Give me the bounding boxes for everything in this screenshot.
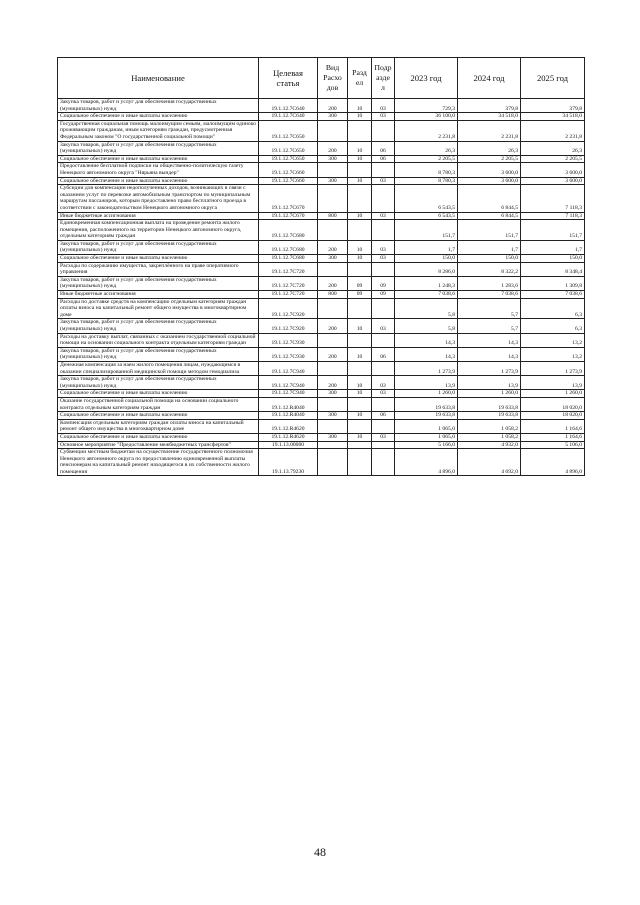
cell-2025: 3 600,0: [521, 177, 585, 185]
table-row: [58, 347, 585, 361]
cell-name: Расходы по содержанию имущества, закреплённого на праве оперативного управления: [58, 262, 259, 276]
cell-name: Закупка товаров, работ и услуг для обеспечения государственных (муниципальных) нужд: [58, 347, 259, 361]
table-row: [58, 212, 585, 220]
cell-2025: 151,7: [521, 220, 585, 241]
cell-name: Социальное обеспечение и иные выплаты населению: [58, 412, 259, 420]
cell-2024: 151,7: [458, 220, 521, 241]
cell-2025: 34 518,0: [521, 113, 585, 121]
cell-2025: 1 309,8: [521, 276, 585, 290]
cell-expense-type: 300: [318, 177, 348, 185]
budget-table-page: [57, 57, 584, 476]
cell-name: Социальное обеспечение и иные выплаты населению: [58, 433, 259, 441]
cell-2023: 8 780,3: [395, 177, 458, 185]
cell-subsection: 03: [372, 390, 395, 398]
table-row: [58, 262, 585, 276]
table-row: [58, 255, 585, 263]
cell-target-article: 19.1.12.7C660: [259, 177, 318, 185]
cell-subsection: 03: [372, 433, 395, 441]
cell-2024: 3 600,0: [458, 163, 521, 177]
cell-2025: 2 205,5: [521, 155, 585, 163]
cell-section: 10: [348, 113, 372, 121]
table-header-row: [58, 58, 585, 99]
cell-2024: 14,3: [458, 333, 521, 347]
cell-expense-type: 200: [318, 319, 348, 333]
header-expense-type: Вид Расхо дов: [318, 58, 348, 99]
cell-name: Предоставление бесплатной подписки на общественно-политическую газету Ненецкого автономного округа "Нярьяна вындер": [58, 163, 259, 177]
cell-2023: 1 065,0: [395, 419, 458, 433]
cell-2025: 150,0: [521, 255, 585, 263]
cell-2024: 3 600,0: [458, 177, 521, 185]
cell-2023: 1,7: [395, 240, 458, 254]
cell-target-article: 19.1.12.R4040: [259, 412, 318, 420]
cell-2023: 1 065,0: [395, 433, 458, 441]
cell-2023: 8 286,0: [395, 262, 458, 276]
table-row: [58, 298, 585, 319]
cell-target-article: 19.1.12.7C650: [259, 120, 318, 141]
cell-subsection: 03: [372, 177, 395, 185]
table-row: [58, 240, 585, 254]
cell-2023: 26,3: [395, 141, 458, 155]
cell-expense-type: [318, 298, 348, 319]
table-row: [58, 185, 585, 212]
header-target-article: Целевая статья: [259, 58, 318, 99]
cell-expense-type: 200: [318, 347, 348, 361]
cell-2024: 13,9: [458, 376, 521, 390]
cell-subsection: 06: [372, 141, 395, 155]
cell-expense-type: [318, 361, 348, 375]
cell-name: Субвенции местным бюджетам на осуществление государственного полномочия Ненецкого автономного округа по предоставлению единовременной выплаты пенсионерам на капитальный ремонт находящегося в их собственности жилого помещения: [58, 449, 259, 476]
cell-target-article: 19.1.12.7C680: [259, 240, 318, 254]
cell-section: [348, 185, 372, 212]
cell-section: 10: [348, 347, 372, 361]
header-2024: 2024 год: [458, 58, 521, 99]
cell-name: Расходы на доставку выплат, связанных с оказанием государственной социальной помощи на основании социального контракта отдельным категориям граждан: [58, 333, 259, 347]
cell-2024: 4 692,0: [458, 449, 521, 476]
cell-expense-type: 300: [318, 412, 348, 420]
cell-2024: 8 322,2: [458, 262, 521, 276]
cell-2023: 19 633,8: [395, 412, 458, 420]
table-row: [58, 376, 585, 390]
cell-2024: 1 283,6: [458, 276, 521, 290]
cell-2025: 1 164,6: [521, 419, 585, 433]
cell-target-article: 19.1.12.7C720: [259, 262, 318, 276]
cell-expense-type: [318, 163, 348, 177]
cell-2023: 19 633,8: [395, 397, 458, 411]
cell-section: 10: [348, 177, 372, 185]
cell-expense-type: [318, 441, 348, 449]
cell-target-article: 19.1.12.R4620: [259, 419, 318, 433]
cell-name: Социальное обеспечение и иные выплаты населению: [58, 113, 259, 121]
cell-2024: 7 038,6: [458, 291, 521, 299]
cell-2025: 13,2: [521, 347, 585, 361]
cell-expense-type: [318, 333, 348, 347]
table-row: [58, 155, 585, 163]
cell-subsection: [372, 185, 395, 212]
cell-section: [348, 441, 372, 449]
cell-section: [348, 333, 372, 347]
cell-2023: 8 780,3: [395, 163, 458, 177]
cell-subsection: 03: [372, 376, 395, 390]
cell-target-article: 19.1.12.7C720: [259, 276, 318, 290]
cell-2023: 7 038,6: [395, 291, 458, 299]
cell-section: 10: [348, 240, 372, 254]
cell-section: 10: [348, 155, 372, 163]
table-row: [58, 276, 585, 290]
cell-2024: 150,0: [458, 255, 521, 263]
cell-2025: 2 231,8: [521, 120, 585, 141]
cell-name: Закупка товаров, работ и услуг для обеспечения государственных (муниципальных) нужд: [58, 376, 259, 390]
cell-target-article: 19.1.12.7C650: [259, 141, 318, 155]
cell-expense-type: [318, 397, 348, 411]
table-row: [58, 441, 585, 449]
cell-name: Государственная социальная помощь малоимущим семьям, малоимущим одиноко проживающим гражданам, иным категориям граждан, предусмотренная Федеральным законом "О государственной социальной помощи": [58, 120, 259, 141]
cell-section: [348, 220, 372, 241]
cell-2024: 2 205,5: [458, 155, 521, 163]
cell-expense-type: 800: [318, 212, 348, 220]
cell-subsection: [372, 419, 395, 433]
cell-name: Закупка товаров, работ и услуг для обеспечения государственных (муниципальных) нужд: [58, 319, 259, 333]
cell-subsection: [372, 449, 395, 476]
cell-2023: 4 896,0: [395, 449, 458, 476]
cell-2023: 6 543,5: [395, 185, 458, 212]
table-row: [58, 390, 585, 398]
header-name: Наименование: [58, 58, 259, 99]
table-row: [58, 397, 585, 411]
cell-2025: 6,3: [521, 319, 585, 333]
cell-2023: 2 205,5: [395, 155, 458, 163]
cell-2025: 1 164,6: [521, 433, 585, 441]
cell-name: Основное мероприятие "Предоставление межбюджетных трансфертов": [58, 441, 259, 449]
cell-target-article: 19.1.12.7C660: [259, 163, 318, 177]
cell-2024: 2 231,8: [458, 120, 521, 141]
cell-name: Социальное обеспечение и иные выплаты населению: [58, 177, 259, 185]
cell-target-article: 19.1.12.7C670: [259, 185, 318, 212]
cell-section: [348, 361, 372, 375]
cell-2024: 1,7: [458, 240, 521, 254]
cell-target-article: 19.1.12.7C940: [259, 390, 318, 398]
cell-target-article: 19.1.12.7C640: [259, 99, 318, 113]
cell-subsection: [372, 361, 395, 375]
cell-target-article: 19.1.12.7C940: [259, 361, 318, 375]
cell-subsection: [372, 333, 395, 347]
cell-section: [348, 262, 372, 276]
cell-expense-type: 800: [318, 291, 348, 299]
table-row: [58, 113, 585, 121]
table-row: [58, 99, 585, 113]
cell-target-article: 19.1.12.7C940: [259, 376, 318, 390]
cell-section: [348, 419, 372, 433]
header-2025: 2025 год: [521, 58, 585, 99]
cell-expense-type: 200: [318, 99, 348, 113]
cell-name: Социальное обеспечение и иные выплаты населению: [58, 255, 259, 263]
cell-target-article: 19.1.12.7C920: [259, 319, 318, 333]
cell-2023: 14,3: [395, 347, 458, 361]
cell-target-article: 19.1.12.7C930: [259, 333, 318, 347]
cell-target-article: 19.1.12.7C720: [259, 291, 318, 299]
cell-2025: 13,2: [521, 333, 585, 347]
cell-target-article: 19.1.12.7C920: [259, 298, 318, 319]
cell-2025: 6,3: [521, 298, 585, 319]
table-row: [58, 319, 585, 333]
cell-target-article: 19.1.12.R4620: [259, 433, 318, 441]
cell-2025: 1 260,0: [521, 390, 585, 398]
cell-2025: 26,3: [521, 141, 585, 155]
table-row: [58, 361, 585, 375]
budget-table: [57, 57, 585, 476]
cell-2025: 8 348,4: [521, 262, 585, 276]
cell-subsection: [372, 397, 395, 411]
cell-name: Расходы по доставке средств на компенсацию отдельным категориям граждан оплаты взноса на капитальный ремонт общего имущества в многоквартирном доме: [58, 298, 259, 319]
cell-target-article: 19.1.12.7C650: [259, 155, 318, 163]
cell-name: Субсидии для компенсации недополученных доходов, возникающих в связи с оказанием услуг по перевозке автомобильным транспортом по муниципальным маршрутам пассажиров, которым предоставлено право бесплатного проезда в соответствии с законодательством Ненецкого автономного округа: [58, 185, 259, 212]
cell-2023: 5,8: [395, 319, 458, 333]
cell-expense-type: 300: [318, 113, 348, 121]
cell-expense-type: [318, 220, 348, 241]
cell-2023: 36 100,0: [395, 113, 458, 121]
cell-expense-type: [318, 449, 348, 476]
cell-expense-type: 200: [318, 276, 348, 290]
cell-2024: 6 844,5: [458, 212, 521, 220]
table-row: [58, 220, 585, 241]
cell-2023: 5,8: [395, 298, 458, 319]
cell-target-article: 19.1.13.00000: [259, 441, 318, 449]
cell-2025: 13,9: [521, 376, 585, 390]
cell-subsection: 06: [372, 347, 395, 361]
cell-name: Социальное обеспечение и иные выплаты населению: [58, 155, 259, 163]
cell-target-article: 19.1.12.7C680: [259, 255, 318, 263]
cell-expense-type: [318, 262, 348, 276]
cell-2025: 18 020,0: [521, 397, 585, 411]
cell-expense-type: [318, 185, 348, 212]
cell-subsection: [372, 298, 395, 319]
cell-2023: 151,7: [395, 220, 458, 241]
cell-name: Закупка товаров, работ и услуг для обеспечения государственных (муниципальных) нужд: [58, 240, 259, 254]
table-row: [58, 419, 585, 433]
cell-subsection: [372, 220, 395, 241]
cell-subsection: 06: [372, 412, 395, 420]
cell-2024: 1 273,9: [458, 361, 521, 375]
table-row: [58, 120, 585, 141]
cell-subsection: [372, 262, 395, 276]
cell-name: Оказание государственной социальной помощи на основании социального контракта отдельным категориям граждан: [58, 397, 259, 411]
cell-2024: 14,3: [458, 347, 521, 361]
cell-2024: 1 058,2: [458, 419, 521, 433]
cell-2025: 1 273,9: [521, 361, 585, 375]
cell-expense-type: 300: [318, 255, 348, 263]
cell-subsection: 09: [372, 276, 395, 290]
cell-section: 10: [348, 255, 372, 263]
cell-target-article: 19.1.12.7C930: [259, 347, 318, 361]
cell-2023: 150,0: [395, 255, 458, 263]
table-row: [58, 141, 585, 155]
cell-expense-type: 300: [318, 433, 348, 441]
cell-section: [348, 449, 372, 476]
page-number: 48: [314, 845, 326, 859]
cell-section: [348, 397, 372, 411]
table-row: [58, 163, 585, 177]
cell-subsection: 03: [372, 113, 395, 121]
cell-2024: 34 518,0: [458, 113, 521, 121]
cell-section: 09: [348, 276, 372, 290]
header-2023: 2023 год: [395, 58, 458, 99]
cell-expense-type: [318, 120, 348, 141]
table-row: [58, 177, 585, 185]
cell-subsection: 03: [372, 99, 395, 113]
table-body: [58, 99, 585, 476]
table-row: [58, 291, 585, 299]
cell-section: 10: [348, 212, 372, 220]
header-section: Разд ел: [348, 58, 372, 99]
header-subsection: Подр азде л: [372, 58, 395, 99]
cell-name: Иные бюджетные ассигнования: [58, 291, 259, 299]
cell-expense-type: [318, 419, 348, 433]
cell-name: Иные бюджетные ассигнования: [58, 212, 259, 220]
cell-2023: 2 231,8: [395, 120, 458, 141]
cell-2025: 1,7: [521, 240, 585, 254]
cell-section: [348, 120, 372, 141]
cell-target-article: 19.1.12.7C640: [259, 113, 318, 121]
cell-name: Закупка товаров, работ и услуг для обеспечения государственных (муниципальных) нужд: [58, 99, 259, 113]
cell-2024: 5,7: [458, 298, 521, 319]
cell-section: 10: [348, 99, 372, 113]
cell-subsection: 03: [372, 240, 395, 254]
cell-name: Денежная компенсация за наем жилого помещения лицам, нуждающимся в оказании специализированной медицинской помощи методом гемодиализа: [58, 361, 259, 375]
cell-2024: 19 633,8: [458, 397, 521, 411]
cell-expense-type: 200: [318, 240, 348, 254]
cell-section: 10: [348, 376, 372, 390]
cell-subsection: 03: [372, 255, 395, 263]
cell-expense-type: 300: [318, 390, 348, 398]
cell-2023: 1 248,3: [395, 276, 458, 290]
cell-2024: 5,7: [458, 319, 521, 333]
cell-section: 10: [348, 433, 372, 441]
cell-section: 10: [348, 412, 372, 420]
cell-name: Закупка товаров, работ и услуг для обеспечения государственных (муниципальных) нужд: [58, 141, 259, 155]
cell-subsection: 03: [372, 319, 395, 333]
cell-expense-type: 300: [318, 155, 348, 163]
cell-subsection: 06: [372, 155, 395, 163]
table-row: [58, 333, 585, 347]
cell-2024: 6 844,5: [458, 185, 521, 212]
cell-section: [348, 163, 372, 177]
cell-subsection: [372, 163, 395, 177]
cell-2023: 14,3: [395, 333, 458, 347]
table-row: [58, 449, 585, 476]
cell-section: 10: [348, 390, 372, 398]
cell-expense-type: 200: [318, 376, 348, 390]
cell-name: Социальное обеспечение и иные выплаты населению: [58, 390, 259, 398]
cell-section: 10: [348, 319, 372, 333]
cell-2025: 5 106,0: [521, 441, 585, 449]
cell-expense-type: 200: [318, 141, 348, 155]
cell-target-article: 19.1.12.R4040: [259, 397, 318, 411]
cell-target-article: 19.1.13.79230: [259, 449, 318, 476]
cell-target-article: 19.1.12.7C670: [259, 212, 318, 220]
cell-2025: 3 600,0: [521, 163, 585, 177]
table-row: [58, 433, 585, 441]
cell-2024: 26,3: [458, 141, 521, 155]
table-row: [58, 412, 585, 420]
cell-subsection: [372, 120, 395, 141]
cell-2023: 13,9: [395, 376, 458, 390]
cell-section: 10: [348, 141, 372, 155]
cell-2025: 4 896,0: [521, 449, 585, 476]
cell-subsection: 03: [372, 212, 395, 220]
cell-2025: 18 020,0: [521, 412, 585, 420]
cell-2025: 379,8: [521, 99, 585, 113]
cell-2023: 1 260,0: [395, 390, 458, 398]
cell-2024: 1 058,2: [458, 433, 521, 441]
cell-target-article: 19.1.12.7C680: [259, 220, 318, 241]
cell-section: 09: [348, 291, 372, 299]
cell-section: [348, 298, 372, 319]
cell-2024: 1 260,0: [458, 390, 521, 398]
cell-2025: 7 038,6: [521, 291, 585, 299]
cell-subsection: [372, 441, 395, 449]
cell-2025: 7 118,3: [521, 212, 585, 220]
cell-2023: 729,3: [395, 99, 458, 113]
cell-name: Компенсация отдельным категориям граждан оплаты взноса на капитальный ремонт общего имущества в многоквартирном доме: [58, 419, 259, 433]
cell-2023: 5 166,0: [395, 441, 458, 449]
cell-2023: 1 273,9: [395, 361, 458, 375]
cell-2024: 4 932,0: [458, 441, 521, 449]
cell-2024: 19 633,8: [458, 412, 521, 420]
cell-2025: 7 118,3: [521, 185, 585, 212]
cell-2024: 379,8: [458, 99, 521, 113]
cell-name: Закупка товаров, работ и услуг для обеспечения государственных (муниципальных) нужд: [58, 276, 259, 290]
cell-subsection: 09: [372, 291, 395, 299]
cell-2023: 6 543,5: [395, 212, 458, 220]
cell-name: Единовременная компенсационная выплата на проведение ремонта жилого помещения, расположенного на территории Ненецкого автономного округа, отдельным категориям граждан: [58, 220, 259, 241]
